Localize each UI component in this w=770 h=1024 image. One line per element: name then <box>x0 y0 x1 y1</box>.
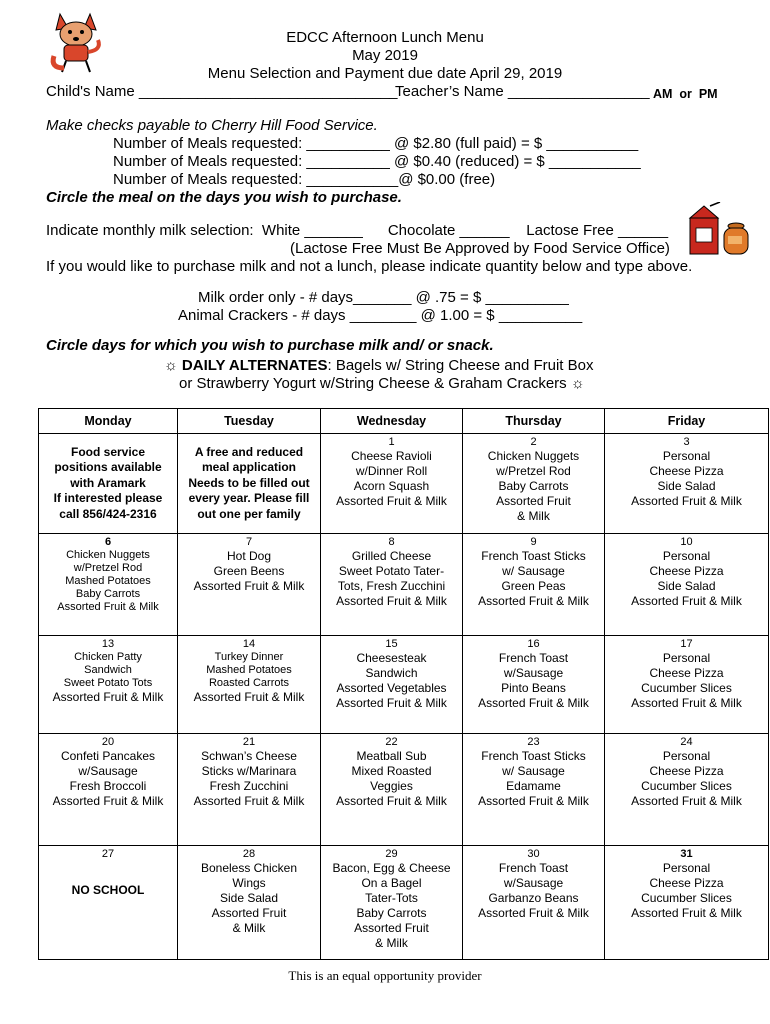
menu-item: Chicken Patty <box>74 651 142 663</box>
day-number: 20 <box>101 736 115 748</box>
menu-item: Cucumber Slices <box>641 891 732 905</box>
notice-line: meal application <box>201 460 297 475</box>
day-number: 7 <box>245 536 253 548</box>
day-cell[interactable] <box>321 434 463 534</box>
day-cell[interactable] <box>39 734 178 846</box>
menu-item: Tater-Tots <box>365 891 418 905</box>
day-number: 23 <box>527 736 540 748</box>
menu-item: Mixed Roasted <box>351 764 432 778</box>
daily-alternates-label: DAILY ALTERNATES <box>181 357 328 374</box>
day-cell[interactable] <box>463 636 605 734</box>
menu-item: Personal <box>662 449 711 463</box>
milk-selection[interactable]: Indicate monthly milk selection: White _______ Chocolate ______ Lactose Free ______ <box>46 222 669 239</box>
day-cell[interactable] <box>463 534 605 636</box>
menu-item: Cheesesteak <box>356 651 427 665</box>
meals-full-paid[interactable]: Number of Meals requested: __________ @ $2.80 (full paid) = $ ___________ <box>113 135 639 152</box>
header-thursday: Thursday <box>463 409 605 434</box>
notice-line: call 856/424-2316 <box>59 506 157 521</box>
menu-item: Assorted Fruit & Milk <box>631 696 742 710</box>
menu-item: Personal <box>662 861 711 875</box>
menu-item: w/Sausage <box>78 764 138 778</box>
week-row <box>39 534 769 636</box>
circle-days-instruction: Circle days for which you wish to purchase milk and/ or snack. <box>46 337 494 354</box>
equal-opportunity-footer: This is an equal opportunity provider <box>288 968 482 983</box>
menu-item: Assorted Fruit & Milk <box>193 690 305 704</box>
teachers-name-field[interactable]: Teacher’s Name _________________ <box>395 83 650 100</box>
day-cell[interactable] <box>321 846 463 960</box>
menu-item: Chicken Nuggets <box>487 449 580 463</box>
menu-item: Cucumber Slices <box>641 681 732 695</box>
menu-item: Roasted Carrots <box>208 677 290 689</box>
day-cell[interactable] <box>178 434 321 534</box>
day-cell[interactable] <box>39 636 178 734</box>
day-number: 30 <box>527 848 540 860</box>
week-row <box>39 636 769 734</box>
menu-item: Side Salad <box>657 479 716 493</box>
menu-item: Personal <box>662 651 711 665</box>
menu-item: Wings <box>232 876 266 890</box>
menu-item: w/ Sausage <box>502 564 565 578</box>
day-cell[interactable] <box>605 434 769 534</box>
menu-item: French Toast <box>498 861 569 875</box>
day-number: 2 <box>530 436 537 448</box>
week-row <box>39 734 769 846</box>
day-cell[interactable] <box>605 636 769 734</box>
alternates-text-2: or Strawberry Yogurt w/String Cheese & Graham Crackers ☼ <box>179 375 585 392</box>
day-cell[interactable] <box>605 846 769 960</box>
day-number: 16 <box>527 638 540 650</box>
animal-crackers-line[interactable]: Animal Crackers - # days ________ @ 1.00 = $ __________ <box>178 307 583 324</box>
header-wednesday: Wednesday <box>321 409 463 434</box>
meals-reduced[interactable]: Number of Meals requested: __________ @ $0.40 (reduced) = $ ___________ <box>113 153 641 170</box>
menu-item: Mashed Potatoes <box>206 664 292 676</box>
menu-calendar <box>38 408 769 960</box>
menu-item: French Toast <box>498 651 569 665</box>
menu-item: Boneless Chicken <box>200 861 298 875</box>
day-number: 29 <box>385 848 398 860</box>
sun-icon: ☼ <box>164 357 178 374</box>
menu-item: Assorted Fruit & Milk <box>336 794 447 808</box>
no-school-label: NO SCHOOL <box>71 883 145 897</box>
due-date: Menu Selection and Payment due date April 29, 2019 <box>207 65 563 82</box>
notice-line: positions available <box>54 460 162 475</box>
menu-month: May 2019 <box>352 47 418 64</box>
menu-item: Schwan’s Cheese <box>201 749 297 763</box>
notice-line: out one per family <box>197 506 301 521</box>
menu-item: Baby Carrots <box>75 588 141 600</box>
menu-item: w/Dinner Roll <box>355 464 428 478</box>
menu-item: Green Beens <box>213 564 285 578</box>
menu-item: Assorted Vegetables <box>336 681 447 695</box>
header-tuesday: Tuesday <box>178 409 321 434</box>
menu-item: Grilled Cheese <box>351 549 432 563</box>
day-cell[interactable] <box>178 534 321 636</box>
menu-item: Chicken Nuggets <box>66 549 150 561</box>
menu-item: Pinto Beans <box>501 681 566 695</box>
menu-item: Green Peas <box>501 579 566 593</box>
menu-item: Cheese Pizza <box>649 764 724 778</box>
day-cell[interactable] <box>178 734 321 846</box>
week-row <box>39 846 769 960</box>
circle-meal-instruction: Circle the meal on the days you wish to purchase. <box>46 189 402 206</box>
menu-item: & Milk <box>375 936 408 950</box>
menu-item: Acorn Squash <box>353 479 430 493</box>
day-number: 27 <box>101 848 115 860</box>
daily-alternates-line1 <box>164 357 593 375</box>
menu-item: Cheese Ravioli <box>351 449 432 463</box>
menu-item: Assorted Fruit & Milk <box>478 906 589 920</box>
menu-item: Assorted Fruit & Milk <box>631 906 742 920</box>
meals-free[interactable]: Number of Meals requested: ___________@ $0.00 (free) <box>113 171 496 188</box>
menu-item: & Milk <box>232 921 266 935</box>
menu-item: Cheese Pizza <box>649 876 724 890</box>
menu-item: w/Sausage <box>503 666 564 680</box>
menu-item: Sandwich <box>84 664 132 676</box>
menu-item: Assorted Fruit & Milk <box>57 601 159 613</box>
day-number: 14 <box>242 638 256 650</box>
menu-item: Sticks w/Marinara <box>201 764 297 778</box>
day-cell[interactable] <box>321 734 463 846</box>
menu-item: Assorted Fruit <box>496 494 571 508</box>
menu-item: & Milk <box>517 509 550 523</box>
notice-line: every year. Please fill <box>188 491 310 506</box>
menu-item: Assorted Fruit <box>354 921 429 935</box>
menu-item: Assorted Fruit & Milk <box>193 794 305 808</box>
day-cell[interactable] <box>178 846 321 960</box>
day-number: 3 <box>683 436 690 448</box>
menu-item: French Toast Sticks <box>481 549 586 563</box>
menu-item: Personal <box>662 549 711 563</box>
menu-item: Fresh Broccoli <box>69 779 147 793</box>
lactose-note: (Lactose Free Must Be Approved by Food Service Office) <box>290 240 670 257</box>
day-number: 17 <box>680 638 693 650</box>
menu-item: On a Bagel <box>361 876 422 890</box>
day-cell[interactable] <box>463 434 605 534</box>
menu-item: Cheese Pizza <box>649 464 724 478</box>
menu-item: Assorted Fruit <box>211 906 287 920</box>
menu-item: Assorted Fruit & Milk <box>631 794 742 808</box>
menu-item: Cheese Pizza <box>649 564 724 578</box>
day-number: 31 <box>680 848 693 860</box>
menu-item: Assorted Fruit & Milk <box>478 794 589 808</box>
header-monday: Monday <box>39 409 178 434</box>
childs-name-field[interactable]: Child's Name _______________________________ <box>46 83 398 100</box>
am-pm-choice[interactable]: AM or PM <box>653 87 718 101</box>
notice-line: Needs to be filled out <box>188 475 310 490</box>
menu-item: Meatball Sub <box>356 749 427 763</box>
day-cell[interactable] <box>39 434 178 534</box>
notice-line: Food service <box>70 444 146 459</box>
day-cell[interactable] <box>463 734 605 846</box>
menu-item: Assorted Fruit & Milk <box>631 494 742 508</box>
day-cell[interactable] <box>39 534 178 636</box>
menu-item: Assorted Fruit & Milk <box>478 594 589 608</box>
milk-order-line[interactable]: Milk order only - # days_______ @ .75 = $ __________ <box>198 289 569 306</box>
menu-item: Assorted Fruit & Milk <box>336 696 447 710</box>
menu-item: Assorted Fruit & Milk <box>52 794 164 808</box>
notice-line: If interested please <box>53 491 163 506</box>
menu-item: Personal <box>662 749 711 763</box>
menu-item: Side Salad <box>219 891 279 905</box>
day-number: 6 <box>104 536 112 548</box>
menu-item: Assorted Fruit & Milk <box>336 494 447 508</box>
day-number: 10 <box>680 536 693 548</box>
day-number: 24 <box>680 736 693 748</box>
week-row <box>39 434 769 534</box>
menu-item: Tots, Fresh Zucchini <box>337 579 446 593</box>
day-cell[interactable] <box>463 846 605 960</box>
menu-item: Cheese Pizza <box>649 666 724 680</box>
day-number: 13 <box>101 638 115 650</box>
menu-title: EDCC Afternoon Lunch Menu <box>286 29 484 46</box>
alternates-text-1: : Bagels w/ String Cheese and Fruit Box <box>327 357 594 374</box>
menu-item: Turkey Dinner <box>214 651 284 663</box>
menu-item: Mashed Potatoes <box>65 575 151 587</box>
menu-item: Assorted Fruit & Milk <box>478 696 589 710</box>
menu-item: Confeti Pancakes <box>60 749 156 763</box>
menu-item: Bacon, Egg & Cheese <box>332 861 451 875</box>
menu-item: Hot Dog <box>226 549 272 563</box>
menu-item: Assorted Fruit & Milk <box>336 594 447 608</box>
day-number: 22 <box>385 736 398 748</box>
day-number: 21 <box>242 736 256 748</box>
milk-carton-icon <box>686 202 752 258</box>
day-number: 8 <box>388 536 395 548</box>
menu-item: Assorted Fruit & Milk <box>631 594 742 608</box>
day-cell[interactable] <box>605 534 769 636</box>
menu-item: Veggies <box>370 779 413 793</box>
menu-item: w/Sausage <box>503 876 564 890</box>
day-number: 15 <box>385 638 398 650</box>
menu-item: Side Salad <box>657 579 716 593</box>
menu-item: Assorted Fruit & Milk <box>193 579 305 593</box>
menu-item: Garbanzo Beans <box>488 891 579 905</box>
day-cell[interactable] <box>321 534 463 636</box>
menu-item: Sweet Potato Tots <box>63 677 153 689</box>
menu-item: w/ Sausage <box>502 764 565 778</box>
day-cell[interactable] <box>605 734 769 846</box>
notice-line: A free and reduced <box>194 444 304 459</box>
menu-item: Cucumber Slices <box>641 779 732 793</box>
menu-item: Fresh Zucchini <box>209 779 289 793</box>
header-friday: Friday <box>605 409 769 434</box>
menu-item: Sweet Potato Tater- <box>338 564 445 578</box>
day-cell[interactable] <box>39 846 178 960</box>
day-cell[interactable] <box>321 636 463 734</box>
day-number: 28 <box>242 848 256 860</box>
notice-line: with Aramark <box>70 475 146 490</box>
day-number: 9 <box>530 536 537 548</box>
menu-item: Edamame <box>506 779 561 793</box>
checks-payable: Make checks payable to Cherry Hill Food Service. <box>46 117 378 134</box>
menu-item: Baby Carrots <box>498 479 569 493</box>
menu-item: Assorted Fruit & Milk <box>52 690 164 704</box>
day-number: 1 <box>388 436 395 448</box>
purchase-milk-note: If you would like to purchase milk and not a lunch, please indicate quantity below and type above. <box>46 258 693 275</box>
menu-item: French Toast Sticks <box>481 749 586 763</box>
menu-item: w/Pretzel Rod <box>496 464 571 478</box>
day-cell[interactable] <box>178 636 321 734</box>
menu-item: Baby Carrots <box>356 906 427 920</box>
menu-item: Sandwich <box>365 666 418 680</box>
menu-item: w/Pretzel Rod <box>73 562 143 574</box>
